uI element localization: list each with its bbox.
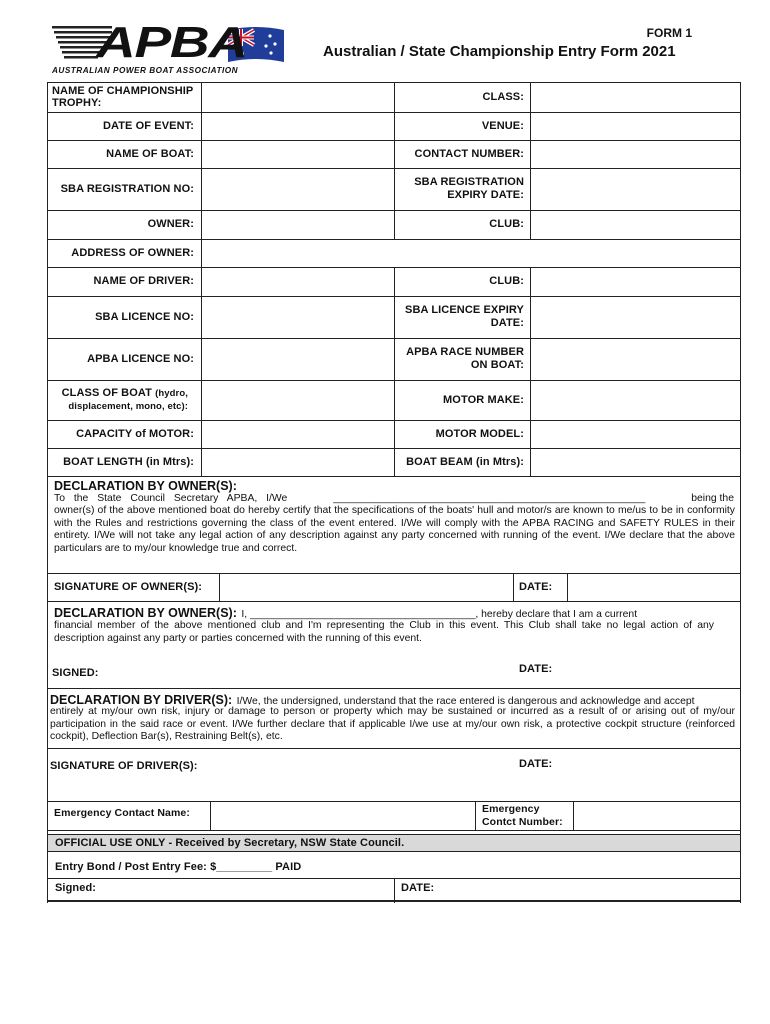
owner-signature-label: SIGNATURE OF OWNER(S): <box>54 581 203 593</box>
row-11-value-field[interactable] <box>202 449 394 476</box>
row-9-label <box>52 380 194 420</box>
row-2-label: NAME OF BOAT: <box>106 147 194 160</box>
driver-declaration-text: entirely at my/our own risk, injury or damage to person or property which may be sustained or incurred as a result of or arising out of my/our participation in the said race or event. I/We further declare that if applicable I/we use at my/our own risk, a protective cockpit structure (reinforced cockpit), Deflection Bar(s), Restraining Belt(s), etc. <box>50 706 735 742</box>
logo-text: APBA <box>96 18 247 67</box>
row-6-label: NAME OF DRIVER: <box>93 275 194 288</box>
row-9-label-main <box>58 387 188 414</box>
form-number: FORM 1 <box>646 26 692 40</box>
row-10-value-field[interactable] <box>202 421 394 448</box>
official-signed-field[interactable] <box>100 879 393 900</box>
owner-declaration-being: being the <box>691 493 734 504</box>
class-of-boat-label: CLASS OF BOAT <box>61 386 152 399</box>
row-3-right-value-field[interactable] <box>531 169 740 210</box>
emergency-number-field[interactable] <box>574 802 740 830</box>
official-date-label: DATE: <box>401 882 435 894</box>
row-11-label: BOAT LENGTH (in Mtrs): <box>63 455 194 468</box>
row-8-right-label: APBA RACE NUMBER ON BOAT: <box>406 346 524 371</box>
row-6-right-label: CLUB: <box>489 275 524 287</box>
driver-date-field[interactable] <box>560 752 735 792</box>
row-11-right-value-field[interactable] <box>531 449 740 476</box>
driver-signature-field[interactable] <box>205 752 510 792</box>
official-date-field[interactable] <box>440 879 738 900</box>
owner-signature-field[interactable] <box>220 574 513 601</box>
driver-declaration-inline: I/We, the undersigned, understand that the race entered is dangerous and acknowledge and accept <box>236 696 695 707</box>
row-7-label: SBA LICENCE NO: <box>95 310 194 323</box>
row-2-right-label: CONTACT NUMBER: <box>414 147 524 160</box>
row-9-right-label: MOTOR MAKE: <box>443 393 524 406</box>
row-1-right-label: VENUE: <box>481 119 524 132</box>
row-4-right-label: CLUB: <box>489 218 524 230</box>
emergency-number-label-2: Contct Number: <box>482 816 563 828</box>
row-0-value-field[interactable] <box>202 83 394 112</box>
row-9-right-value-field[interactable] <box>531 381 740 420</box>
row-8-value-field[interactable] <box>202 339 394 380</box>
row-1-right-value-field[interactable] <box>531 113 740 140</box>
row-6-value-field[interactable] <box>202 268 394 296</box>
driver-date-label: DATE: <box>519 758 553 770</box>
row-2-value-field[interactable] <box>202 141 394 168</box>
row-3-right-label: SBA REGISTRATION EXPIRY DATE: <box>414 176 524 201</box>
row-7-right-label: SBA LICENCE EXPIRY DATE: <box>405 304 524 329</box>
emergency-name-label: Emergency Contact Name: <box>54 807 190 819</box>
club-declaration-text: financial member of the above mentioned club and I'm representing the Club in this event. This Club shall take no legal action of any description against any party or parties concerned with the running of this event. <box>54 620 714 644</box>
row-6-right-value-field[interactable] <box>531 268 740 296</box>
logo-subtitle: AUSTRALIAN POWER BOAT ASSOCIATION <box>52 66 239 75</box>
row-3-value-field[interactable] <box>202 169 394 210</box>
row-10-right-label: MOTOR MODEL: <box>435 427 524 440</box>
emergency-number-label <box>482 803 563 829</box>
row-7-right-value-field[interactable] <box>531 297 740 338</box>
owner-declaration-heading: DECLARATION BY OWNER(S): <box>54 479 237 493</box>
driver-signature-label: SIGNATURE OF DRIVER(S): <box>50 760 198 772</box>
owner-declaration-text: owner(s) of the above mentioned boat do hereby certify that the specifications of the boats' hull and motor/s are known to me/us to be in conformity with the Rules and restrictions governing the class of the event entered. I/We will comply with the APBA RACING and SAFETY RULES in their entirety. I/We will not take any legal action of any description against any party concerned with running of the event. I/We declare that the above particulars are to my/our knowledge true and correct. <box>54 505 735 554</box>
row-5-value-field[interactable] <box>202 240 740 267</box>
club-signed-field[interactable] <box>110 660 510 684</box>
driver-declaration-heading: DECLARATION BY DRIVER(S): <box>50 693 233 707</box>
row-1-value-field[interactable] <box>202 113 394 140</box>
row-11-right-label: BOAT BEAM (in Mtrs): <box>406 455 524 468</box>
row-0-label: NAME OF CHAMPIONSHIP TROPHY: <box>52 84 194 109</box>
emergency-name-field[interactable] <box>211 802 475 830</box>
class-of-boat-hint: (hydro, displacement, mono, etc): <box>68 387 188 412</box>
row-4-value-field[interactable] <box>202 211 394 239</box>
apba-logo <box>52 20 304 78</box>
club-declaration-inline: I, _______________________________________, hereby declare that I am a current <box>241 609 638 620</box>
club-declaration-heading: DECLARATION BY OWNER(S): <box>54 606 237 620</box>
owner-date-field[interactable] <box>568 574 740 601</box>
row-2-right-value-field[interactable] <box>531 141 740 168</box>
row-1-label: DATE OF EVENT: <box>102 119 194 132</box>
entry-bond-label: Entry Bond / Post Entry Fee: $_________ PAID <box>55 861 302 873</box>
row-0-right-label: CLASS: <box>482 90 524 103</box>
owner-date-label: DATE: <box>519 581 553 593</box>
row-8-label: APBA LICENCE NO: <box>87 352 194 365</box>
row-5-label: ADDRESS OF OWNER: <box>71 246 194 259</box>
row-10-label: CAPACITY of MOTOR: <box>76 427 194 440</box>
owner-declaration-to: To the State Council Secretary APBA, I/We <box>54 493 288 504</box>
official-use-heading: OFFICIAL USE ONLY - Received by Secretary, NSW State Council. <box>55 837 405 849</box>
official-signed-label: Signed: <box>55 882 97 894</box>
emergency-number-label-1: Emergency <box>482 803 540 815</box>
club-date-label: DATE: <box>519 663 553 675</box>
owner-declaration-line1 <box>54 493 734 506</box>
club-date-field[interactable] <box>560 660 735 684</box>
row-10-right-value-field[interactable] <box>531 421 740 448</box>
row-8-right-value-field[interactable] <box>531 339 740 380</box>
row-0-right-value-field[interactable] <box>531 83 740 112</box>
form-title: Australian / State Championship Entry Form 2021 <box>323 43 676 60</box>
row-3-label: SBA REGISTRATION NO: <box>60 182 194 195</box>
row-9-value-field[interactable] <box>202 381 394 420</box>
club-signed-label: SIGNED: <box>52 667 99 679</box>
row-7-value-field[interactable] <box>202 297 394 338</box>
owner-declaration-blank[interactable]: ______________________________________________________ <box>333 493 646 504</box>
row-4-label: OWNER: <box>147 218 194 231</box>
row-4-right-value-field[interactable] <box>531 211 740 239</box>
